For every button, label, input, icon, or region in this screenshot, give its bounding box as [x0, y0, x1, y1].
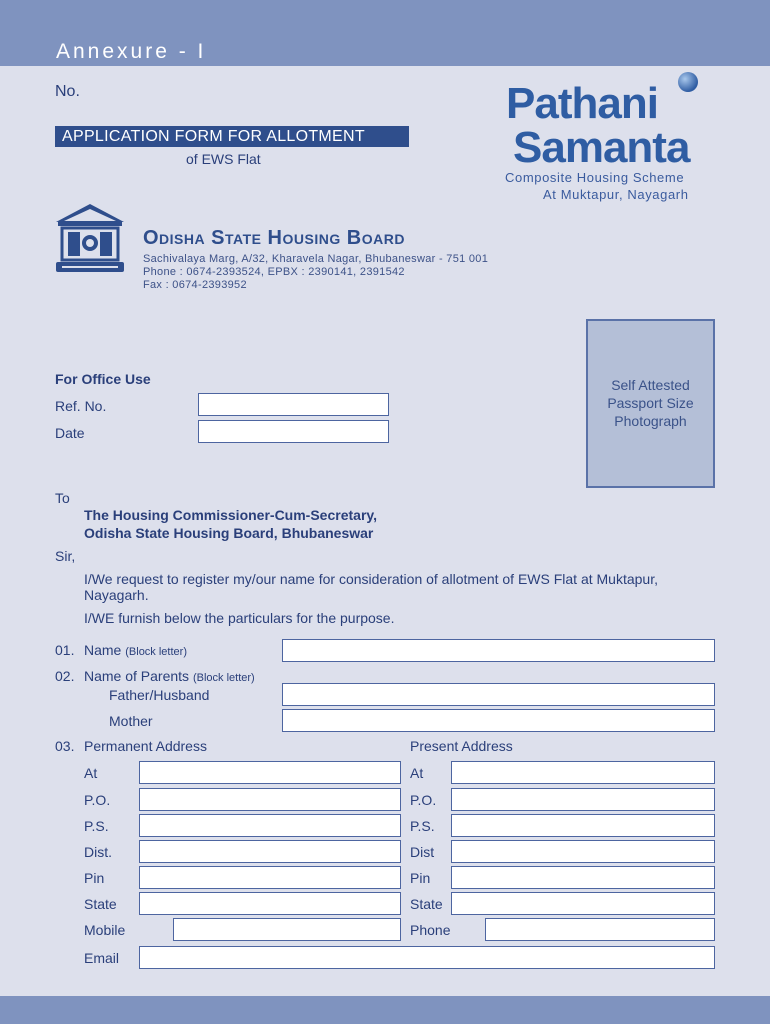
present-po-field[interactable] — [451, 788, 715, 811]
mother-field[interactable] — [282, 709, 715, 732]
board-fax: Fax : 0674-2393952 — [143, 279, 247, 291]
mother-label: Mother — [109, 713, 153, 729]
perm-at-field[interactable] — [139, 761, 401, 784]
perm-mobile-label: Mobile — [84, 922, 126, 938]
name-label — [84, 642, 187, 658]
application-subtitle: of EWS Flat — [186, 151, 261, 167]
application-title: APPLICATION FORM FOR ALLOTMENT — [55, 126, 409, 147]
email-field[interactable] — [139, 946, 715, 969]
q1-number: 01. — [55, 642, 75, 658]
board-name: Odisha State Housing Board — [143, 227, 405, 249]
annexure-title: Annexure - I — [56, 40, 207, 63]
addressee-line-1: The Housing Commissioner-Cum-Secretary, — [84, 507, 378, 523]
present-address-heading: Present Address — [410, 738, 513, 754]
photo-line-2: Passport Size — [607, 395, 694, 411]
photo-line-1: Self Attested — [611, 377, 690, 393]
perm-ps-field[interactable] — [139, 814, 401, 837]
date-field[interactable] — [198, 420, 389, 443]
perm-dist-field[interactable] — [139, 840, 401, 863]
particulars-paragraph: I/WE furnish below the particulars for the purpose. — [84, 610, 395, 626]
addressee-line-2: Odisha State Housing Board, Bhubaneswar — [84, 525, 374, 541]
brand-dot-icon — [678, 72, 698, 92]
perm-pin-field[interactable] — [139, 866, 401, 889]
photo-line-3: Photograph — [614, 413, 687, 429]
father-husband-field[interactable] — [282, 683, 715, 706]
name-field[interactable] — [282, 639, 715, 662]
present-pin-label: Pin — [410, 870, 431, 886]
present-phone-field[interactable] — [485, 918, 715, 941]
perm-ps-label: P.S. — [84, 818, 109, 834]
board-phone: Phone : 0674-2393524, EPBX : 2390141, 2391542 — [143, 266, 405, 278]
perm-po-field[interactable] — [139, 788, 401, 811]
parents-label — [84, 668, 255, 684]
present-ps-field[interactable] — [451, 814, 715, 837]
ref-no-field[interactable] — [198, 393, 389, 416]
perm-state-field[interactable] — [139, 892, 401, 915]
brand-line-1: Pathani — [506, 79, 658, 128]
perm-at-label: At — [84, 765, 98, 781]
present-phone-label: Phone — [410, 922, 451, 938]
present-state-field[interactable] — [451, 892, 715, 915]
bottom-band — [0, 996, 770, 1024]
housing-board-logo-icon — [54, 202, 126, 276]
q3-number: 03. — [55, 738, 75, 754]
request-paragraph-line-1: I/We request to register my/our name for consideration of allotment of EWS Flat at Muktapur, — [84, 571, 658, 587]
present-dist-label: Dist — [410, 844, 435, 860]
brand-line-2: Samanta — [513, 123, 690, 172]
to-label: To — [55, 490, 70, 506]
perm-po-label: P.O. — [84, 792, 111, 808]
board-address: Sachivalaya Marg, A/32, Kharavela Nagar, Bhubaneswar - 751 001 — [143, 253, 489, 265]
present-at-field[interactable] — [451, 761, 715, 784]
perm-pin-label: Pin — [84, 870, 105, 886]
salutation: Sir, — [55, 548, 76, 564]
present-po-label: P.O. — [410, 792, 437, 808]
parents-label-text: Name of Parents — [84, 668, 190, 684]
perm-mobile-field[interactable] — [173, 918, 401, 941]
father-label: Father/Husband — [109, 687, 210, 703]
perm-email-label: Email — [84, 950, 120, 966]
present-state-label: State — [410, 896, 443, 912]
perm-dist-label: Dist. — [84, 844, 112, 860]
present-dist-field[interactable] — [451, 840, 715, 863]
name-label-text: Name — [84, 642, 122, 658]
date-label: Date — [55, 425, 85, 441]
request-paragraph-line-2: Nayagarh. — [84, 587, 149, 603]
q2-number: 02. — [55, 668, 75, 684]
scheme-name: Composite Housing Scheme — [505, 170, 685, 185]
present-ps-label: P.S. — [410, 818, 435, 834]
perm-state-label: State — [84, 896, 117, 912]
ref-no-label: Ref. No. — [55, 398, 107, 414]
parents-hint: (Block letter) — [192, 672, 255, 684]
passport-photo-box[interactable] — [586, 319, 715, 488]
permanent-address-heading: Permanent Address — [84, 738, 207, 754]
form-number-label: No. — [55, 83, 80, 100]
office-use-heading: For Office Use — [55, 371, 151, 387]
name-hint: (Block letter) — [125, 646, 187, 658]
present-at-label: At — [410, 765, 424, 781]
present-pin-field[interactable] — [451, 866, 715, 889]
scheme-location: At Muktapur, Nayagarh — [543, 187, 689, 202]
